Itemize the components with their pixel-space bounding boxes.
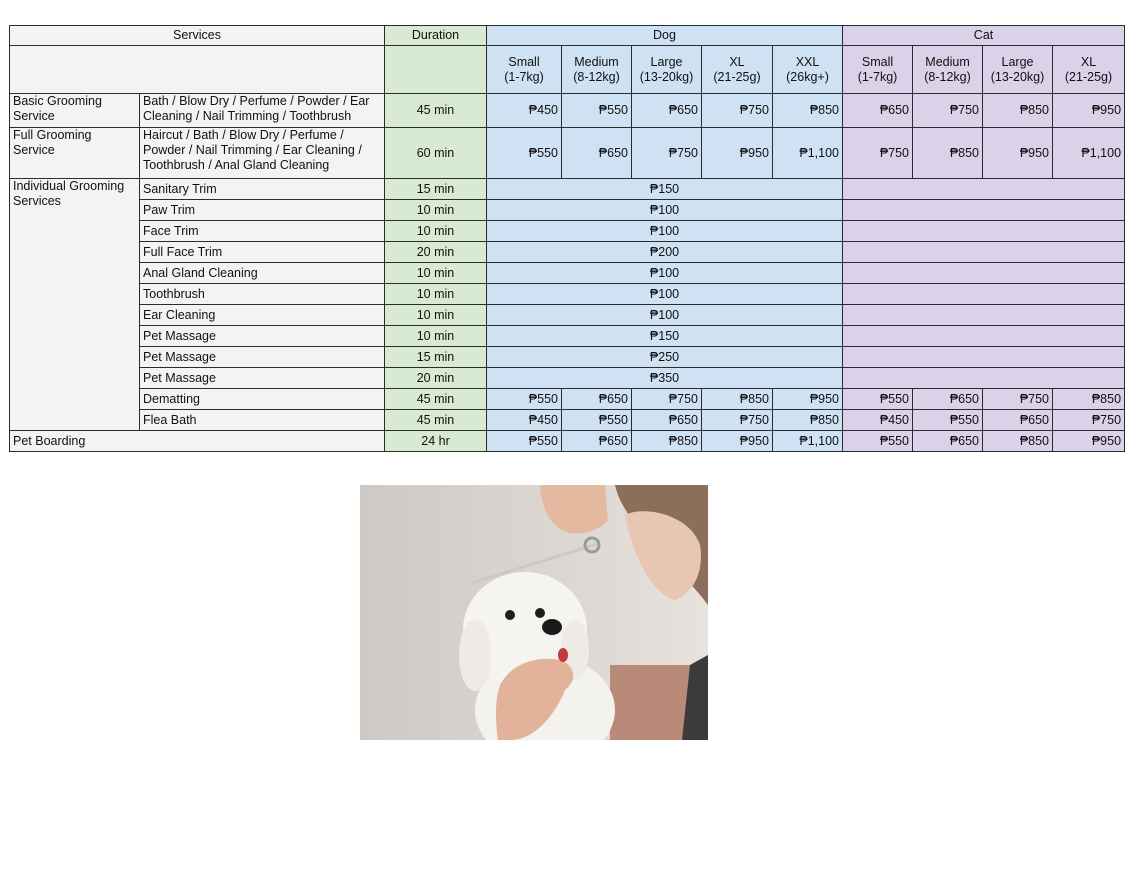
dog-price-cell: ₱450 [487, 94, 562, 128]
individual-service-row [10, 179, 1125, 200]
dog-price-cell: ₱650 [632, 410, 702, 431]
duration-cell: 15 min [385, 179, 487, 200]
size-row-blank [10, 46, 385, 94]
services-header: Services [10, 26, 385, 46]
cat-price-cell: ₱950 [983, 128, 1053, 179]
duration-cell: 60 min [385, 128, 487, 179]
individual-service-row [10, 347, 1125, 368]
cat-price-blank [843, 284, 1125, 305]
service-name: Basic Grooming Service [10, 94, 140, 128]
cat-price-cell: ₱650 [913, 431, 983, 452]
dog-flat-price: ₱150 [487, 179, 843, 200]
duration-blank [385, 46, 487, 94]
dog-flat-price: ₱100 [487, 263, 843, 284]
dog-size-medium [562, 46, 632, 94]
dog-flat-price: ₱350 [487, 368, 843, 389]
cat-price-cell: ₱750 [983, 389, 1053, 410]
size-range: (8-12kg) [924, 69, 971, 84]
cat-price-blank [843, 242, 1125, 263]
service-name: Anal Gland Cleaning [140, 263, 385, 284]
size-range: (1-7kg) [504, 69, 544, 84]
size-range: (26kg+) [786, 69, 829, 84]
cat-price-blank [843, 305, 1125, 326]
header-row [10, 26, 1125, 46]
service-name: Pet Boarding [10, 431, 385, 452]
dog-size-xl [702, 46, 773, 94]
cat-price-cell: ₱850 [1053, 389, 1125, 410]
individual-service-row [10, 305, 1125, 326]
dog-size-small [487, 46, 562, 94]
full-grooming-row [10, 128, 1125, 179]
dog-flat-price: ₱150 [487, 326, 843, 347]
duration-cell: 45 min [385, 389, 487, 410]
cat-price-cell: ₱950 [1053, 431, 1125, 452]
dog-price-cell: ₱950 [773, 389, 843, 410]
duration-cell: 45 min [385, 410, 487, 431]
cat-price-cell: ₱550 [913, 410, 983, 431]
basic-grooming-row [10, 94, 1125, 128]
individual-service-row [10, 368, 1125, 389]
individual-service-row [10, 242, 1125, 263]
dog-price-cell: ₱450 [487, 410, 562, 431]
duration-cell: 20 min [385, 242, 487, 263]
size-name: Small [861, 54, 894, 69]
service-name: Pet Massage [140, 368, 385, 389]
size-range: (21-25g) [713, 69, 761, 84]
dog-price-cell: ₱550 [562, 94, 632, 128]
dog-price-cell: ₱1,100 [773, 128, 843, 179]
dog-price-cell: ₱550 [562, 410, 632, 431]
cat-price-cell: ₱550 [843, 389, 913, 410]
size-name: XL [1080, 54, 1097, 69]
photo-illustration [360, 485, 708, 740]
cat-size-xl [1053, 46, 1125, 94]
dog-price-cell: ₱850 [702, 389, 773, 410]
cat-price-blank [843, 179, 1125, 200]
dog-price-cell: ₱650 [562, 431, 632, 452]
dog-flat-price: ₱200 [487, 242, 843, 263]
cat-price-cell: ₱850 [983, 431, 1053, 452]
size-name: XL [729, 54, 745, 69]
cat-price-blank [843, 326, 1125, 347]
cat-price-cell: ₱550 [843, 431, 913, 452]
service-name: Sanitary Trim [140, 179, 385, 200]
individual-service-row [10, 284, 1125, 305]
service-name: Flea Bath [140, 410, 385, 431]
dog-price-cell: ₱550 [487, 431, 562, 452]
cat-size-small [843, 46, 913, 94]
cat-price-blank [843, 368, 1125, 389]
size-range: (1-7kg) [857, 69, 898, 84]
size-name: Large [1001, 54, 1034, 69]
dog-ear-left [459, 619, 491, 691]
duration-cell: 10 min [385, 200, 487, 221]
service-description: Bath / Blow Dry / Perfume / Powder / Ear Cleaning / Nail Trimming / Toothbrush [140, 94, 385, 128]
cat-size-large [983, 46, 1053, 94]
individual-service-row [10, 221, 1125, 242]
dog-grooming-photo [360, 485, 708, 740]
dog-header: Dog [487, 26, 843, 46]
dog-price-cell: ₱550 [487, 128, 562, 179]
service-name: Face Trim [140, 221, 385, 242]
cat-price-cell: ₱750 [843, 128, 913, 179]
duration-header: Duration [385, 26, 487, 46]
duration-cell: 45 min [385, 94, 487, 128]
cat-price-blank [843, 221, 1125, 242]
dog-price-cell: ₱950 [702, 431, 773, 452]
dematting-row [10, 389, 1125, 410]
fingernail [558, 648, 568, 662]
size-range: (13-20kg) [990, 69, 1045, 84]
service-name: Pet Massage [140, 326, 385, 347]
dog-flat-price: ₱100 [487, 284, 843, 305]
cat-price-cell: ₱650 [983, 410, 1053, 431]
cat-price-blank [843, 347, 1125, 368]
cat-price-cell: ₱750 [913, 94, 983, 128]
size-name: XXL [795, 54, 820, 69]
size-row [10, 46, 1125, 94]
dog-size-xxl [773, 46, 843, 94]
dog-price-cell: ₱650 [562, 389, 632, 410]
service-name: Toothbrush [140, 284, 385, 305]
pet-boarding-row [10, 431, 1125, 452]
dog-size-large [632, 46, 702, 94]
size-name: Medium [925, 54, 970, 69]
cat-price-blank [843, 200, 1125, 221]
cat-header: Cat [843, 26, 1125, 46]
dog-price-cell: ₱850 [632, 431, 702, 452]
service-group-name: Individual Grooming Services [10, 179, 140, 431]
size-range: (8-12kg) [573, 69, 620, 84]
service-description: Haircut / Bath / Blow Dry / Perfume / Powder / Nail Trimming / Ear Cleaning / Toothbrush / Anal Gland Cleaning [140, 128, 385, 179]
service-name: Full Face Trim [140, 242, 385, 263]
dog-price-cell: ₱850 [773, 94, 843, 128]
dog-eye-left [505, 610, 515, 620]
duration-cell: 15 min [385, 347, 487, 368]
size-range: (13-20kg) [639, 69, 694, 84]
size-range: (21-25g) [1064, 69, 1113, 84]
individual-service-row [10, 263, 1125, 284]
cat-price-cell: ₱650 [843, 94, 913, 128]
cat-price-cell: ₱850 [913, 128, 983, 179]
dog-price-cell: ₱550 [487, 389, 562, 410]
dog-price-cell: ₱850 [773, 410, 843, 431]
cat-size-medium [913, 46, 983, 94]
individual-service-row [10, 326, 1125, 347]
dog-price-cell: ₱650 [562, 128, 632, 179]
dog-price-cell: ₱750 [632, 128, 702, 179]
cat-price-cell: ₱450 [843, 410, 913, 431]
dog-price-cell: ₱750 [702, 94, 773, 128]
duration-cell: 10 min [385, 284, 487, 305]
dog-flat-price: ₱100 [487, 200, 843, 221]
dog-nose [542, 619, 562, 635]
service-name: Full Grooming Service [10, 128, 140, 179]
duration-cell: 10 min [385, 305, 487, 326]
dog-price-cell: ₱750 [702, 410, 773, 431]
cat-price-cell: ₱750 [1053, 410, 1125, 431]
price-table [9, 25, 1125, 452]
service-name: Ear Cleaning [140, 305, 385, 326]
duration-cell: 10 min [385, 326, 487, 347]
duration-cell: 10 min [385, 221, 487, 242]
duration-cell: 10 min [385, 263, 487, 284]
size-name: Large [650, 54, 683, 69]
duration-cell: 20 min [385, 368, 487, 389]
duration-cell: 24 hr [385, 431, 487, 452]
service-name: Paw Trim [140, 200, 385, 221]
cat-price-cell: ₱850 [983, 94, 1053, 128]
size-name: Small [508, 54, 540, 69]
cat-price-blank [843, 263, 1125, 284]
dog-flat-price: ₱100 [487, 221, 843, 242]
size-name: Medium [574, 54, 619, 69]
cat-price-cell: ₱650 [913, 389, 983, 410]
dog-flat-price: ₱250 [487, 347, 843, 368]
dog-flat-price: ₱100 [487, 305, 843, 326]
service-name: Dematting [140, 389, 385, 410]
dog-price-cell: ₱650 [632, 94, 702, 128]
dog-eye-right [535, 608, 545, 618]
cat-price-cell: ₱950 [1053, 94, 1125, 128]
service-name: Pet Massage [140, 347, 385, 368]
dog-price-cell: ₱750 [632, 389, 702, 410]
dog-price-cell: ₱1,100 [773, 431, 843, 452]
dog-price-cell: ₱950 [702, 128, 773, 179]
individual-service-row [10, 200, 1125, 221]
cat-price-cell: ₱1,100 [1053, 128, 1125, 179]
flea-row [10, 410, 1125, 431]
